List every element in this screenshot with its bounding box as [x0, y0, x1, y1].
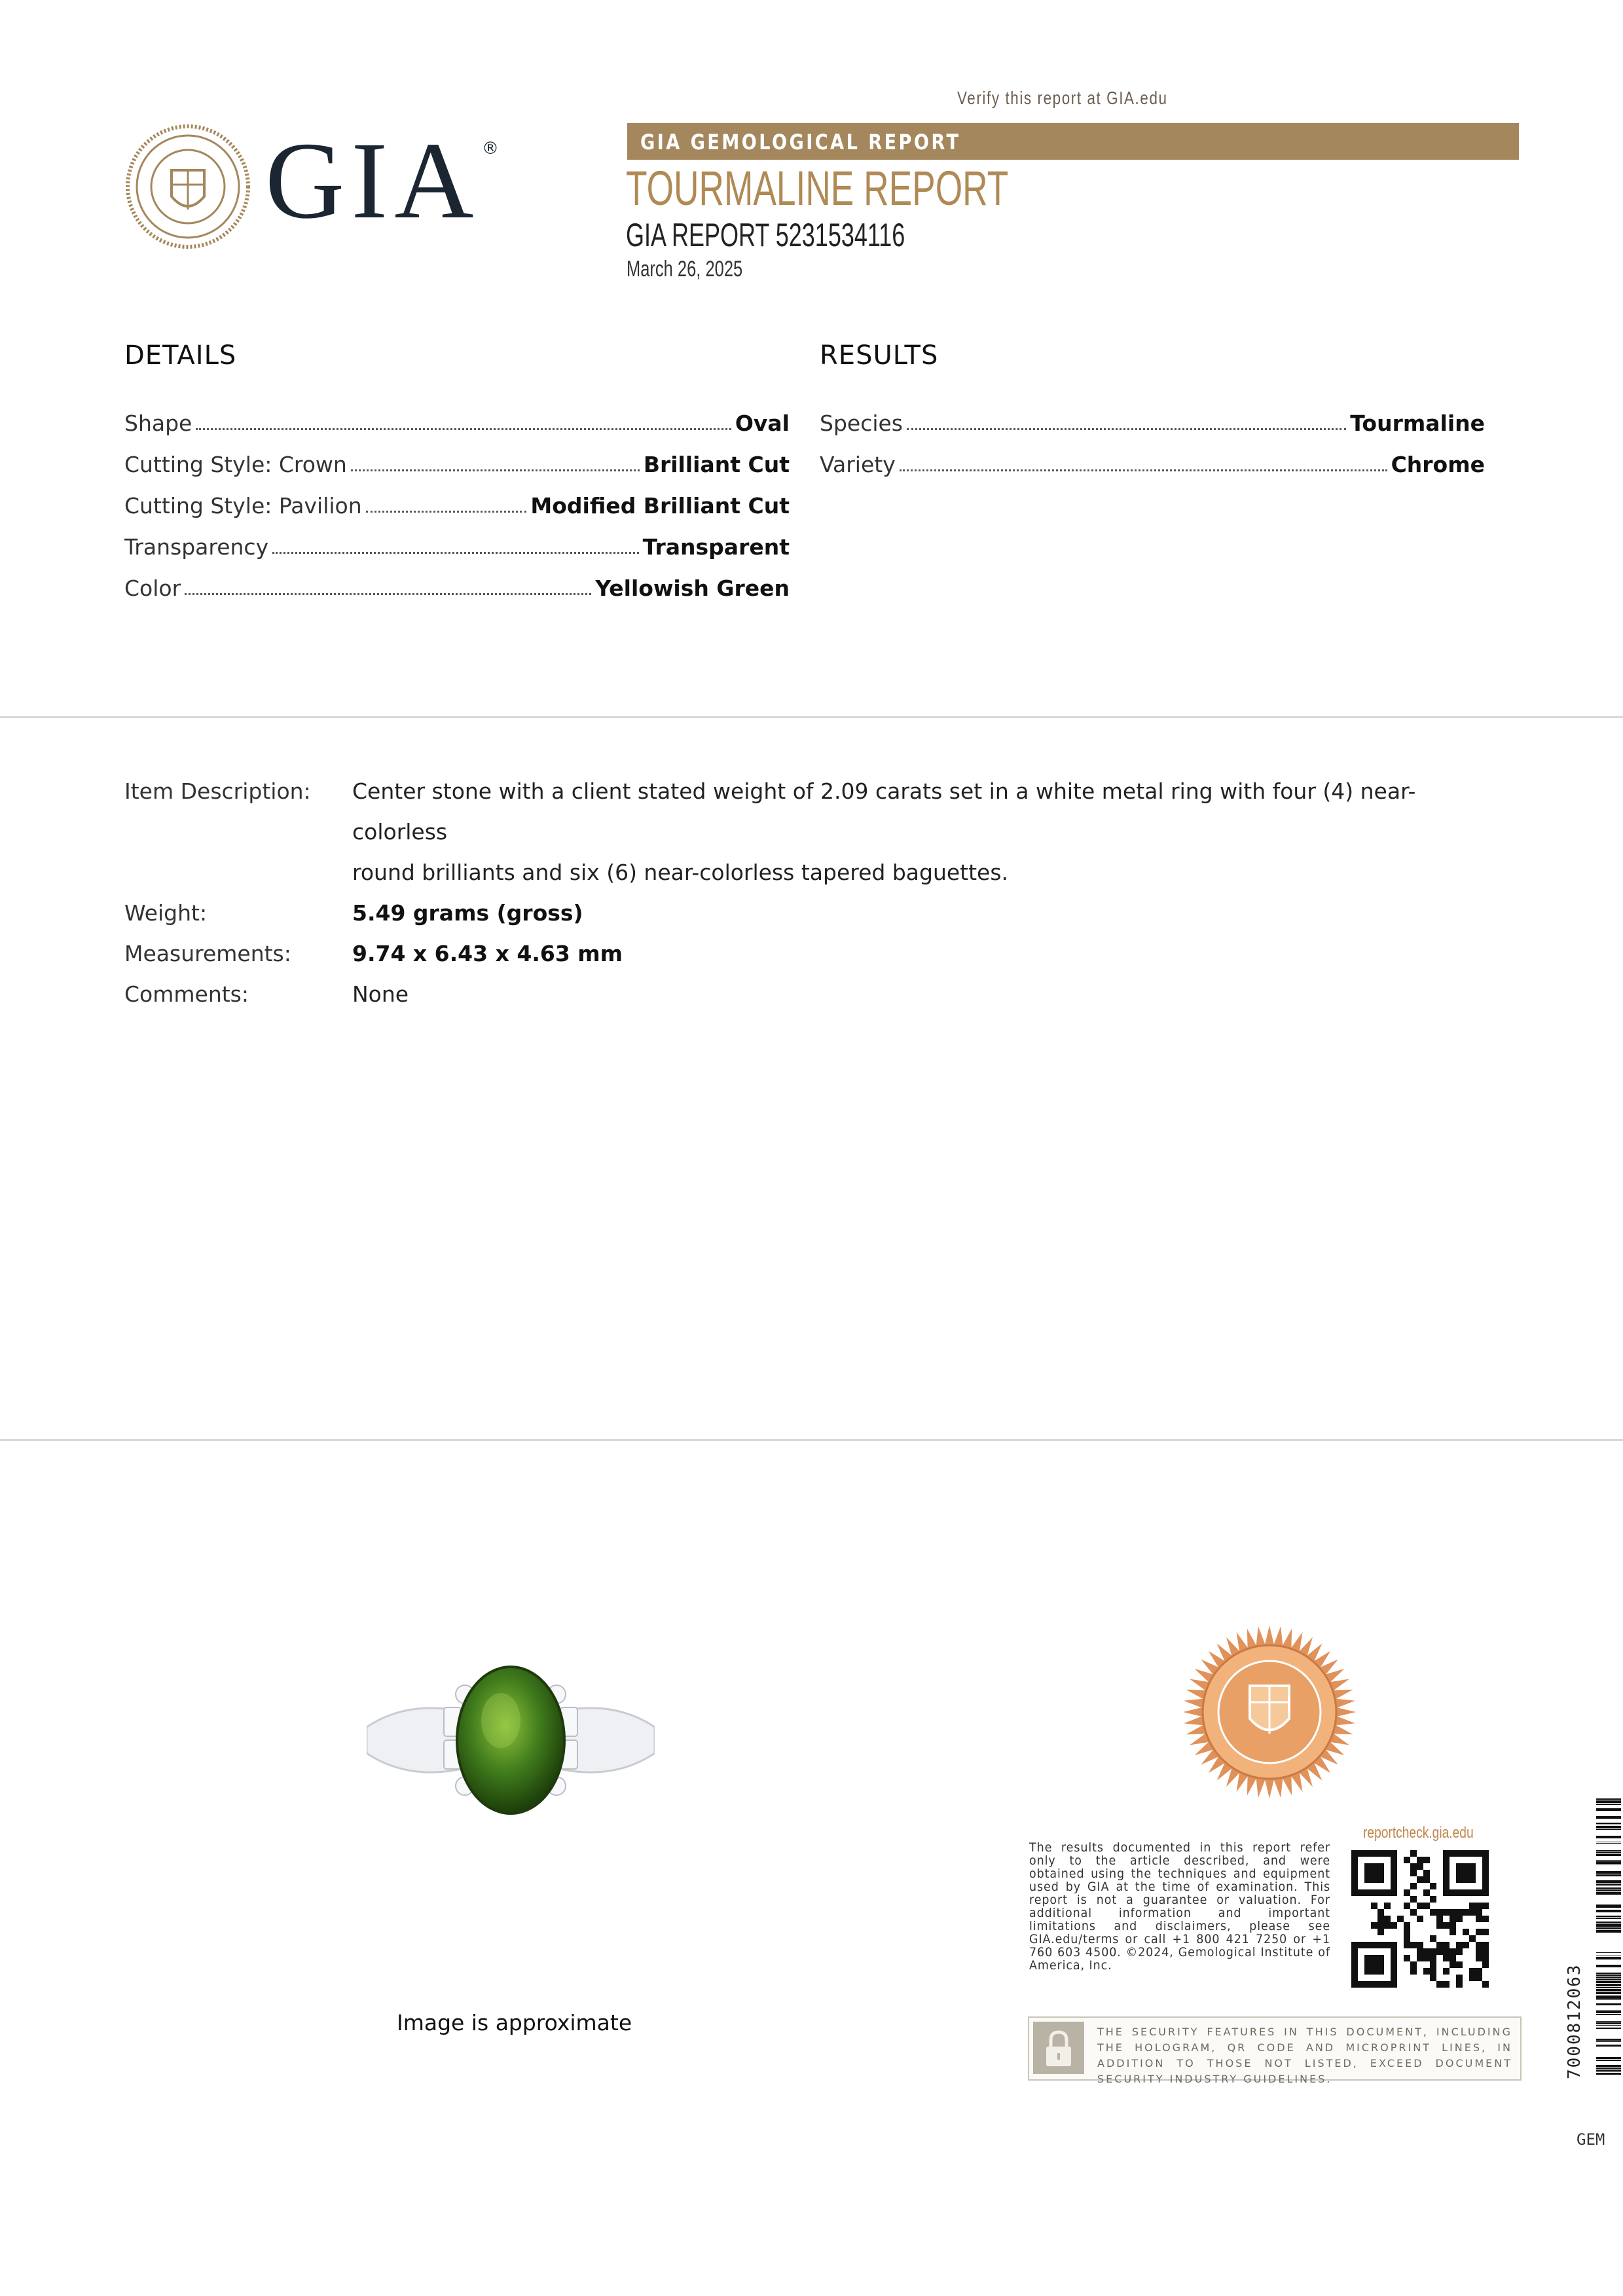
item-description-section	[124, 771, 1493, 1015]
row-label: Species	[820, 410, 903, 436]
details-row	[124, 558, 790, 599]
row-label: Shape	[124, 410, 192, 436]
row-value: Yellowish Green	[595, 575, 790, 601]
row-label: Transparency	[124, 534, 269, 560]
weight-label: Weight:	[124, 900, 208, 926]
report-bar-label: GIA GEMOLOGICAL REPORT	[640, 130, 961, 155]
image-caption: Image is approximate	[397, 2010, 632, 2035]
row-value: Chrome	[1391, 452, 1485, 477]
disclaimer-text: The results documented in this report refer only to the article described, and were obtained using the techniques and equipment used by GIA at the time of examination. This report is not a guarantee or valuation. For additional information and important limitations and disclaimers, please see GIA.edu/terms or call +1 800 421 7250 or +1 760 603 4500. ©2024, Gemological Institute of America, Inc.	[1029, 1840, 1330, 1973]
results-row	[820, 434, 1485, 475]
security-text: THE SECURITY FEATURES IN THIS DOCUMENT, INCLUDING THE HOLOGRAM, QR CODE AND MICROPRINT LINES, IN ADDITION TO THOSE NOT LISTED, EXCEED DOCUMENT SECURITY INDUSTRY GUIDELINES.	[1097, 2026, 1512, 2085]
report-type: TOURMALINE REPORT	[626, 161, 1009, 215]
gia-seal-icon	[126, 124, 250, 249]
details-row	[124, 434, 790, 475]
registered-mark: ®	[482, 139, 499, 158]
row-label: Cutting Style: Crown	[124, 452, 347, 477]
details-row	[124, 475, 790, 517]
row-label: Color	[124, 575, 181, 601]
reportcheck-link[interactable]: reportcheck.gia.edu	[1363, 1824, 1474, 1842]
details-row	[124, 517, 790, 558]
row-label: Variety	[820, 452, 896, 477]
row-value: Transparent	[642, 534, 790, 560]
details-row	[124, 393, 790, 434]
comments-label: Comments:	[124, 981, 249, 1007]
details-section	[124, 340, 790, 599]
lock-icon	[1033, 2022, 1084, 2074]
gem-code: GEM	[1577, 2130, 1605, 2149]
row-value: Modified Brilliant Cut	[530, 493, 790, 519]
row-value: Tourmaline	[1350, 410, 1485, 436]
item-description-line: Center stone with a client stated weight of 2.09 carats set in a white metal ring with four (4) near-colorless	[352, 778, 1416, 845]
report-date: March 26, 2025	[627, 257, 743, 282]
row-value: Oval	[735, 410, 790, 436]
details-title: DETAILS	[124, 340, 237, 371]
measurements-value: 9.74 x 6.43 x 4.63 mm	[352, 941, 623, 966]
results-row	[820, 393, 1485, 434]
barcode-icon	[1596, 1787, 1621, 2075]
gia-logo-text: GIA	[265, 120, 481, 242]
security-notice	[1028, 2016, 1522, 2085]
qr-code-icon	[1351, 1850, 1489, 1988]
verify-text: Verify this report at GIA.edu	[957, 88, 1168, 108]
ring-image	[367, 1655, 655, 1825]
section-divider	[0, 1439, 1623, 1441]
barcode-number: 7000812063	[1565, 1963, 1584, 2079]
results-section	[820, 340, 1485, 475]
row-value: Brilliant Cut	[643, 452, 790, 477]
hologram-seal-icon	[1181, 1624, 1358, 1800]
section-divider	[0, 716, 1623, 718]
report-bar	[627, 123, 1519, 160]
weight-value: 5.49 grams (gross)	[352, 900, 583, 926]
measurements-label: Measurements:	[124, 941, 291, 966]
item-description-line: round brilliants and six (6) near-colorless tapered baguettes.	[352, 860, 1009, 885]
report-number: GIA REPORT 5231534116	[626, 217, 905, 253]
results-title: RESULTS	[820, 340, 939, 371]
item-description-label: Item Description:	[124, 778, 311, 804]
row-label: Cutting Style: Pavilion	[124, 493, 362, 519]
comments-value: None	[352, 981, 409, 1007]
